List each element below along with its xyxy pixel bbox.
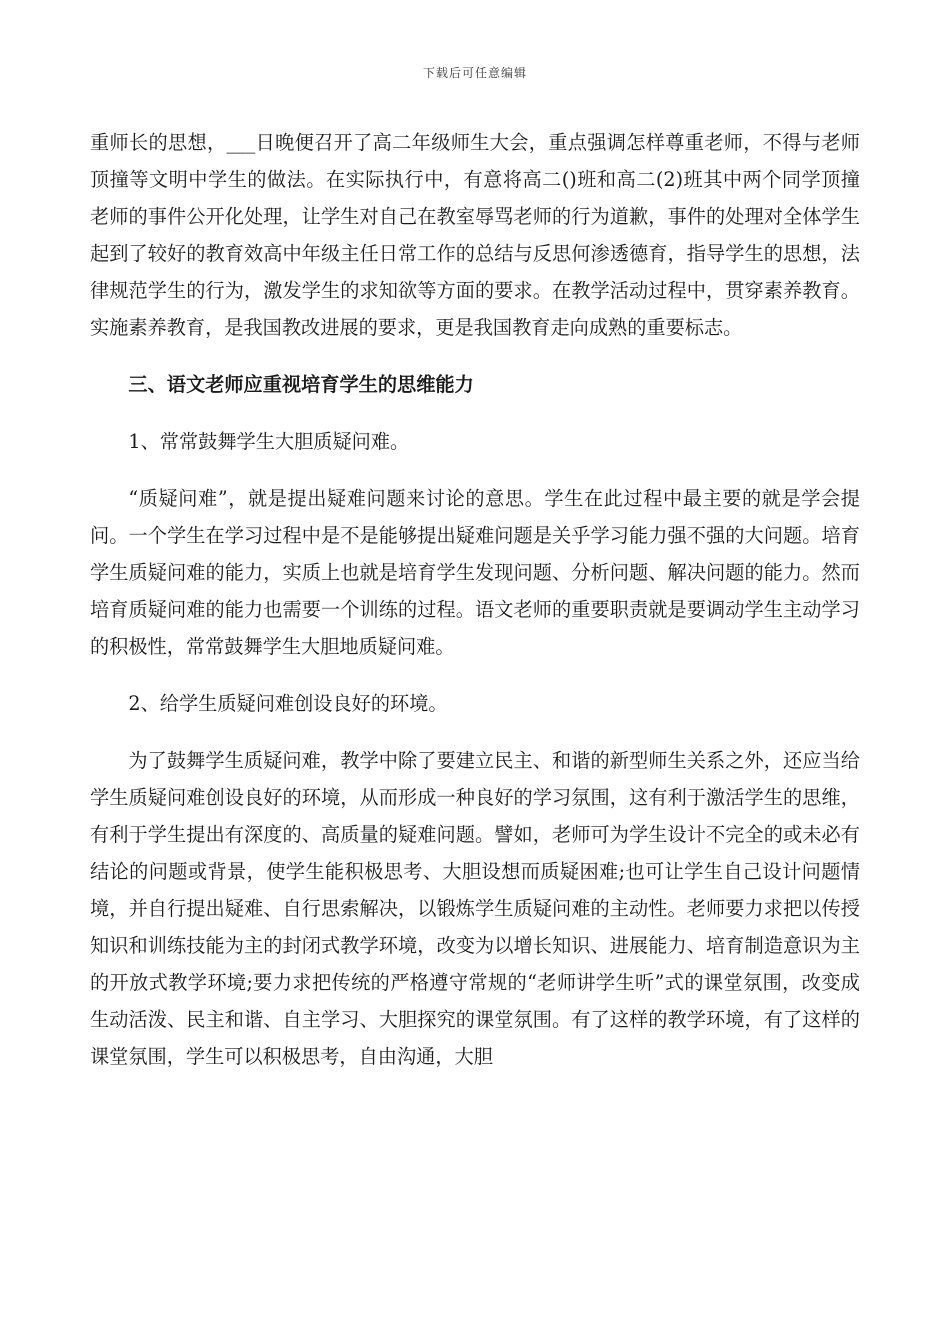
paragraph-environment: 为了鼓舞学生质疑问难，教学中除了要建立民主、和谐的新型师生关系之外，还应当给学生质疑问难创设良好的环境，从而形成一种良好的学习氛围，这有利于激活学生的思维，有利于学生提出有深度的、高质量的疑难问题。譬如，老师可为学生设计不完全的或未必有结论的问题或背景，使学生能积极思考、大胆设想而质疑困难;也可让学生自己设计问题情境，并自行提出疑难、自行思索解决，以锻炼学生质疑问难的主动性。老师要力求把以传授知识和训练技能为主的封闭式教学环境，改变为以增长知识、进展能力、培育制造意识为主的开放式教学环境;要力求把传统的严格遵守常规的“老师讲学生听”式的课堂氛围，改变成生动活泼、民主和谐、自主学习、大胆探究的课堂氛围。有了这样的教学环境，有了这样的课堂氛围，学生可以积极思考，自由沟通，大胆 <box>90 749 860 1068</box>
subheading-2: 2、给学生质疑问难创设良好的环境。 <box>128 692 448 715</box>
subheading-1: 1、常常鼓舞学生大胆质疑问难。 <box>128 430 410 453</box>
section-heading: 三、语文老师应重视培育学生的思维能力 <box>128 373 474 396</box>
paragraph-question: “质疑问难”，就是提出疑难问题来讨论的意思。学生在此过程中最主要的就是学会提问。一个学生在学习过程中是不是能够提出疑难问题是关乎学习能力强不强的大问题。培育学生质疑问难的能力，实质上也就是培育学生发现问题、分析问题、解决问题的能力。然而培育质疑问难的能力也需要一个训练的过程。语文老师的重要职责就是要调动学生主动学习的积极性，常常鼓舞学生大胆地质疑问难。 <box>90 487 860 658</box>
spacer <box>90 665 860 685</box>
spacer <box>90 403 860 423</box>
spacer <box>90 460 860 480</box>
page-header-note: 下载后可任意编辑 <box>422 66 527 80</box>
document-body <box>90 124 860 1075</box>
spacer <box>90 346 860 366</box>
spacer <box>90 722 860 742</box>
paragraph-continued: 重师长的思想，___日晚便召开了高二年级师生大会，重点强调怎样尊重老师，不得与老师顶撞等文明中学生的做法。在实际执行中，有意将高二()班和高二(2)班其中两个同学顶撞老师的事件公开化处理，让学生对自己在教室辱骂老师的行为道歉，事件的处理对全体学生起到了较好的教育效高中年级主任日常工作的总结与反思何渗透德育，指导学生的思想，法律规范学生的行为，激发学生的求知欲等方面的要求。在教学活动过程中，贯穿素养教育。实施素养教育，是我国教改进展的要求，更是我国教育走向成熟的重要标志。 <box>90 131 860 339</box>
